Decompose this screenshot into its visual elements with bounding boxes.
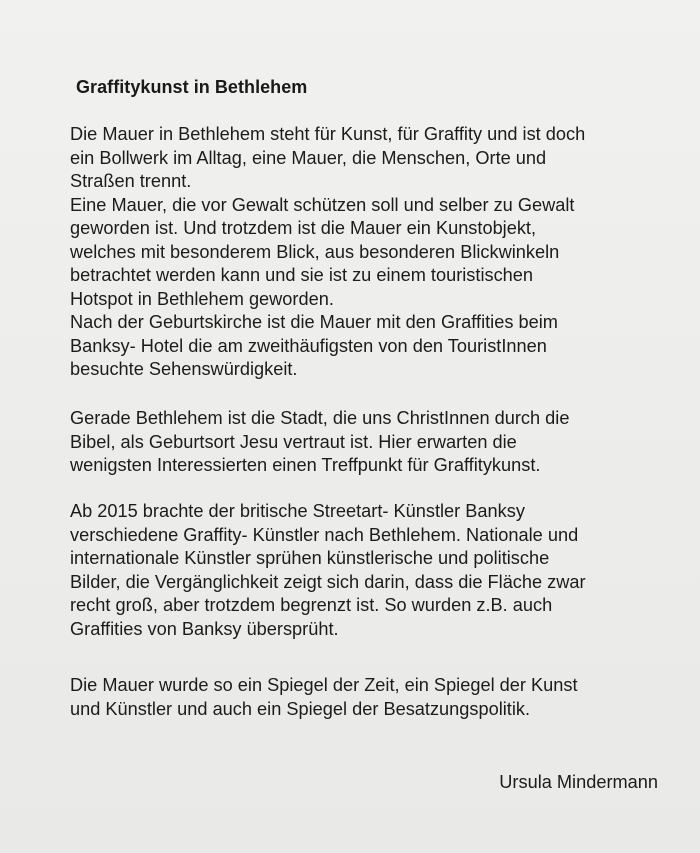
- text-line: Straßen trennt.: [70, 171, 192, 191]
- text-line: besuchte Sehenswürdigkeit.: [70, 359, 298, 379]
- text-line: Ab 2015 brachte der britische Streetart- Künstler Banksy: [70, 501, 525, 521]
- paragraph-4: [70, 674, 670, 721]
- text-line: geworden ist. Und trotzdem ist die Mauer ein Kunstobjekt,: [70, 218, 537, 238]
- text-line: und Künstler und auch ein Spiegel der Besatzungspolitik.: [70, 698, 531, 719]
- text-line: verschiedene Graffity- Künstler nach Bethlehem. Nationale und: [70, 524, 579, 545]
- text-line: Hotspot in Bethlehem geworden.: [70, 288, 334, 309]
- text-line: Die Mauer in Bethlehem steht für Kunst, für Graffity und ist doch: [70, 124, 586, 144]
- text-line: ein Bollwerk im Alltag, eine Mauer, die Menschen, Orte und: [70, 147, 547, 168]
- document-title: Graffitykunst in Bethlehem: [76, 77, 308, 97]
- text-line: Graffities von Banksy übersprüht.: [70, 618, 339, 639]
- paragraph-2: [70, 407, 670, 478]
- text-line: Nach der Geburtskirche ist die Mauer mit den Graffities beim: [70, 312, 558, 332]
- text-line: Eine Mauer, die vor Gewalt schützen soll und selber zu Gewalt: [70, 194, 575, 215]
- text-line: internationale Künstler sprühen künstlerische und politische: [70, 548, 550, 568]
- text-line: wenigsten Interessierten einen Treffpunkt für Graffitykunst.: [70, 455, 541, 475]
- paragraph-3: [70, 500, 670, 641]
- text-line: Bibel, als Geburtsort Jesu vertraut ist. Hier erwarten die: [70, 431, 517, 452]
- text-line: recht groß, aber trotzdem begrenzt ist. So wurden z.B. auch: [70, 595, 553, 615]
- text-line: Banksy- Hotel die am zweithäufigsten von den TouristInnen: [70, 335, 547, 356]
- text-line: betrachtet werden kann und sie ist zu einem touristischen: [70, 265, 534, 285]
- text-line: Gerade Bethlehem ist die Stadt, die uns ChristInnen durch die: [70, 408, 570, 428]
- paragraph-1: [70, 123, 670, 382]
- text-line: welches mit besonderem Blick, aus besonderen Blickwinkeln: [70, 241, 560, 262]
- text-line: Die Mauer wurde so ein Spiegel der Zeit, ein Spiegel der Kunst: [70, 675, 578, 695]
- text-line: Bilder, die Vergänglichkeit zeigt sich darin, dass die Fläche zwar: [70, 571, 586, 592]
- author-signature: Ursula Mindermann: [499, 772, 658, 792]
